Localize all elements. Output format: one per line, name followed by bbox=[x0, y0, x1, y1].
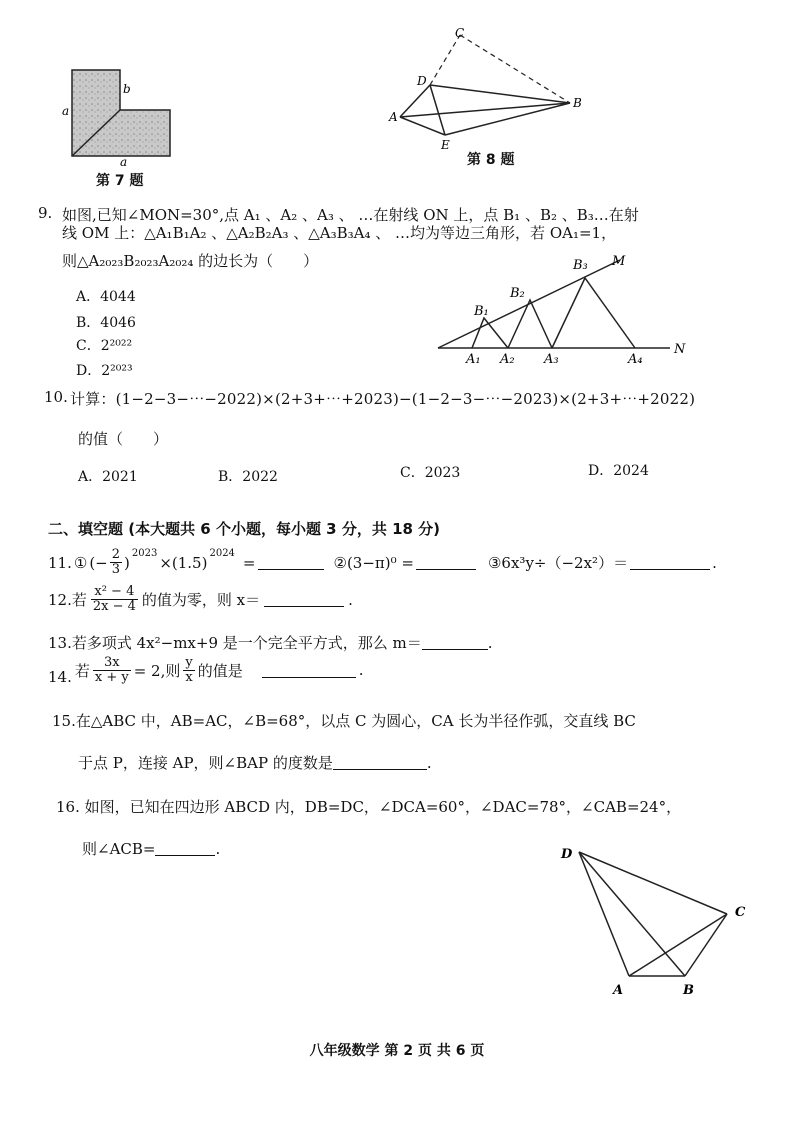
q9-option-c[interactable]: C．2²⁰²² bbox=[76, 338, 133, 354]
fig16-label-d: D bbox=[561, 847, 573, 862]
q13-blank[interactable] bbox=[422, 635, 488, 650]
figure-9-diagram bbox=[430, 245, 700, 370]
q16-end: . bbox=[215, 839, 221, 858]
q11-part3: ③6x³y÷（−2x²）＝ bbox=[487, 554, 629, 572]
q14-fraction-2 bbox=[183, 656, 194, 685]
q14-blank[interactable] bbox=[262, 663, 356, 678]
q11-blank-3[interactable] bbox=[630, 555, 710, 570]
q9-line2: 线 OM 上：△A₁B₁A₂ 、△A₂B₂A₃ 、△A₃B₃A₄ 、 …均为等边三角形，若 OA₁=1， bbox=[62, 224, 617, 242]
q12-blank[interactable] bbox=[264, 592, 344, 607]
q14-mid: = 2,则 bbox=[133, 661, 181, 680]
figure-8-diagram bbox=[385, 25, 595, 155]
q14-number: 14. bbox=[48, 668, 72, 686]
q14-frac2-num: y bbox=[185, 654, 193, 670]
q11-exp2: 2024 bbox=[209, 548, 235, 559]
q13-end: . bbox=[487, 633, 493, 652]
fig16-label-a: A bbox=[613, 983, 624, 998]
q11-part1-mid: ×(1.5) bbox=[159, 553, 208, 572]
fig9-label-b1: B₁ bbox=[474, 304, 489, 319]
fig8-label-d: D bbox=[417, 74, 427, 88]
q14-pre: 若 bbox=[74, 661, 90, 680]
fig16-label-b: B bbox=[683, 983, 694, 998]
fig8-label-a: A bbox=[389, 110, 398, 124]
q9-option-a[interactable]: A．4044 bbox=[76, 289, 136, 305]
q12-number: 12.若 bbox=[48, 591, 87, 609]
figure-7-caption: 第 7 题 bbox=[96, 173, 144, 189]
q11-row bbox=[48, 548, 717, 577]
q11-part1-open: (− bbox=[89, 553, 108, 572]
figure-16-diagram bbox=[555, 840, 765, 1000]
q9-line3: 则△A₂₀₂₃B₂₀₂₃A₂₀₂₄ 的边长为（ ） bbox=[62, 252, 319, 270]
q12-fraction bbox=[91, 585, 138, 614]
fig9-label-a1: A₁ bbox=[466, 352, 481, 367]
fig7-label-a-bottom: a bbox=[120, 155, 128, 169]
q16-blank[interactable] bbox=[155, 841, 215, 856]
fig9-label-b3: B₃ bbox=[573, 258, 588, 273]
q10-option-a[interactable]: A．2021 bbox=[78, 469, 138, 485]
q16-row2 bbox=[82, 838, 220, 859]
q12-row bbox=[48, 585, 353, 614]
section-2-title: 二、填空题 (本大题共 6 个小题，每小题 3 分，共 18 分) bbox=[48, 520, 441, 538]
fig8-label-e: E bbox=[441, 138, 450, 152]
q9-number: 9. bbox=[38, 204, 53, 222]
q10-option-d[interactable]: D．2024 bbox=[588, 463, 649, 479]
q16-line2: 则∠ACB= bbox=[82, 840, 156, 858]
q10-expression: 计算：(1−2−3−⋯−2022)×(2+3+⋯+2023)−(1−2−3−⋯−2023)×(2+3+⋯+2022) bbox=[70, 390, 696, 408]
fig9-label-a4: A₄ bbox=[628, 352, 643, 367]
q11-frac-den: 3 bbox=[111, 562, 121, 577]
q15-line1: 15.在△ABC 中，AB=AC，∠B=68°，以点 C 为圆心，CA 长为半径作弧，交直线 BC bbox=[52, 712, 636, 730]
fig16-label-c: C bbox=[735, 905, 746, 920]
fig9-label-n: N bbox=[674, 342, 686, 357]
q11-part1-eq: = bbox=[242, 553, 256, 572]
q12-end: . bbox=[348, 590, 353, 609]
q15-row2 bbox=[78, 752, 432, 773]
page-footer: 八年级数学 第 2 页 共 6 页 bbox=[309, 1043, 485, 1059]
q10-number: 10. bbox=[44, 388, 68, 406]
figure-8 bbox=[385, 25, 595, 155]
q10-option-b[interactable]: B．2022 bbox=[218, 469, 278, 485]
q13-row bbox=[48, 632, 493, 653]
q11-part1-close: ) bbox=[124, 553, 130, 572]
q15-end: . bbox=[426, 753, 432, 772]
q11-frac-num: 2 bbox=[111, 547, 121, 562]
q15-blank[interactable] bbox=[333, 755, 427, 770]
q14-fraction-1 bbox=[93, 656, 131, 685]
fig9-label-a2: A₂ bbox=[500, 352, 515, 367]
q9-option-d[interactable]: D．2²⁰²³ bbox=[76, 363, 133, 379]
q11-number: 11. bbox=[48, 553, 72, 572]
q14-text: 的值是 bbox=[197, 661, 243, 680]
q14-frac2-den: x bbox=[185, 669, 193, 685]
q11-fraction bbox=[110, 548, 122, 577]
q11-exp1: 2023 bbox=[131, 548, 158, 559]
q14-frac1-num: 3x bbox=[93, 656, 131, 671]
figure-9 bbox=[430, 245, 700, 370]
q9-option-b[interactable]: B．4046 bbox=[76, 315, 136, 331]
fig9-label-m: M bbox=[612, 254, 626, 269]
q9-line1: 如图,已知∠MON=30°,点 A₁ 、A₂ 、A₃ 、 …在射线 ON 上，点 B₁ 、B₂ 、B₃…在射 bbox=[62, 206, 639, 224]
q14-row bbox=[48, 654, 364, 686]
fig7-label-a-left: a bbox=[62, 104, 70, 118]
fig9-label-b2: B₂ bbox=[510, 286, 525, 301]
q13-text: 13.若多项式 4x²−mx+9 是一个完全平方式，那么 m＝ bbox=[48, 634, 422, 652]
q14-frac1-den: x + y bbox=[94, 669, 129, 685]
figure-16 bbox=[555, 840, 765, 1000]
fig7-label-b: b bbox=[123, 82, 131, 96]
q11-blank-1[interactable] bbox=[258, 555, 324, 570]
q16-line1: 16. 如图，已知在四边形 ABCD 内，DB=DC，∠DCA=60°，∠DAC=78°，∠CAB=24°， bbox=[56, 798, 682, 816]
fig8-label-c: C bbox=[455, 26, 465, 40]
figure-8-caption: 第 8 题 bbox=[467, 152, 515, 168]
q12-frac-den: 2x − 4 bbox=[92, 599, 136, 614]
q14-end: . bbox=[358, 661, 364, 679]
q15-line2: 于点 P，连接 AP，则∠BAP 的度数是 bbox=[78, 754, 333, 772]
fig8-label-b: B bbox=[573, 96, 582, 110]
q12-text: 的值为零，则 x＝ bbox=[141, 591, 261, 609]
q10-option-c[interactable]: C．2023 bbox=[400, 465, 461, 481]
q11-blank-2[interactable] bbox=[416, 555, 476, 570]
q11-part2: ②(3−π)⁰ = bbox=[333, 553, 414, 572]
q12-frac-num: x² − 4 bbox=[91, 585, 138, 600]
fig9-label-a3: A₃ bbox=[544, 352, 559, 367]
q10-tail: 的值（ ） bbox=[78, 430, 169, 448]
q11-part1-marker: ① bbox=[73, 553, 88, 572]
q11-end: . bbox=[712, 553, 717, 572]
